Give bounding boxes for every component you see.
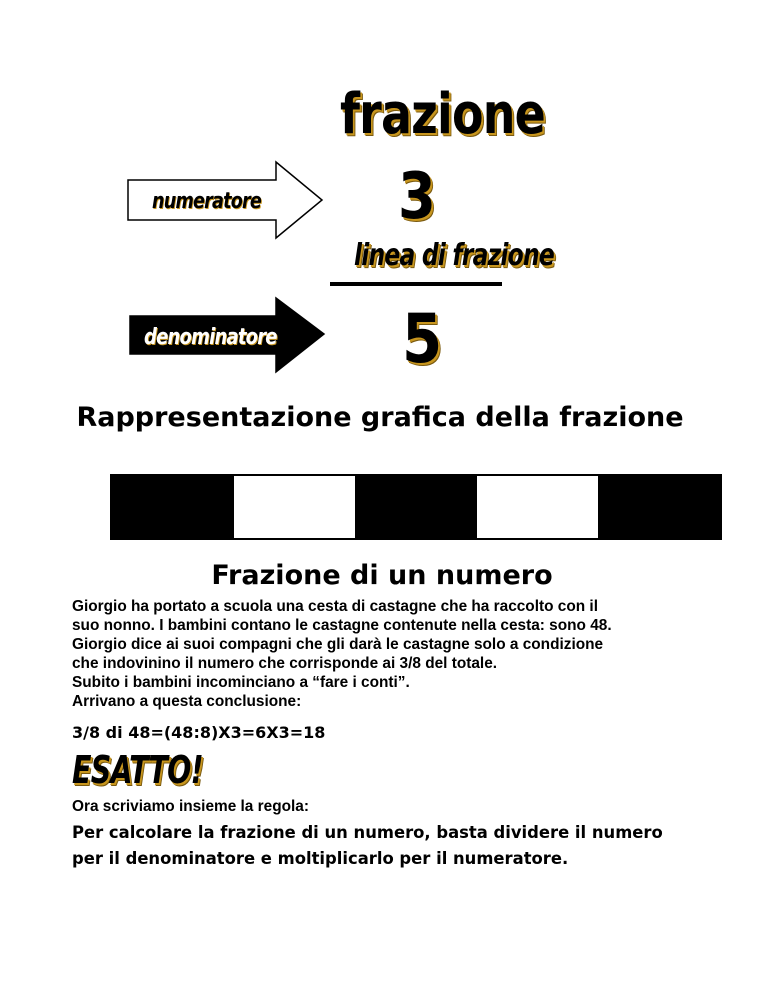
bar-segment-filled — [112, 476, 234, 538]
fraction-bar-graphic — [110, 474, 722, 540]
fraction-line — [330, 282, 502, 286]
denominator-label: denominatore — [144, 325, 277, 350]
bar-segment-empty — [234, 476, 356, 538]
denominator-value: 5 — [402, 300, 442, 379]
problem-line: che indovinino il numero che corrisponde ai 3/8 del totale. — [72, 655, 498, 672]
rule-text — [72, 820, 732, 872]
problem-line: Giorgio ha portato a scuola una cesta di castagne che ha raccolto con il — [72, 598, 598, 615]
bar-segment-empty — [477, 476, 599, 538]
fraction-line-label: linea di frazione — [354, 238, 554, 273]
calculation: 3/8 di 48=(48:8)X3=6X3=18 — [72, 723, 326, 742]
fraction-title-wordart: frazione — [340, 82, 545, 147]
problem-line: Subito i bambini incominciano a “fare i conti”. — [72, 674, 410, 691]
rule-line: per il denominatore e moltiplicarlo per il numeratore. — [72, 849, 569, 868]
graphic-heading: Rappresentazione grafica della frazione — [76, 402, 684, 433]
rule-intro: Ora scriviamo insieme la regola: — [72, 798, 309, 815]
problem-line: Arrivano a questa conclusione: — [72, 693, 302, 710]
problem-text — [72, 597, 712, 711]
problem-heading: Frazione di un numero — [211, 560, 553, 591]
bar-segment-filled — [356, 476, 478, 538]
bar-segment-filled — [599, 476, 720, 538]
numerator-label: numeratore — [152, 189, 262, 214]
numerator-value: 3 — [398, 160, 436, 234]
problem-line: suo nonno. I bambini contano le castagne contenute nella cesta: sono 48. — [72, 617, 612, 634]
esatto-wordart: ESATTO! — [72, 748, 203, 792]
problem-line: Giorgio dice ai suoi compagni che gli darà le castagne solo a condizione — [72, 636, 604, 653]
rule-line: Per calcolare la frazione di un numero, basta dividere il numero — [72, 823, 663, 842]
